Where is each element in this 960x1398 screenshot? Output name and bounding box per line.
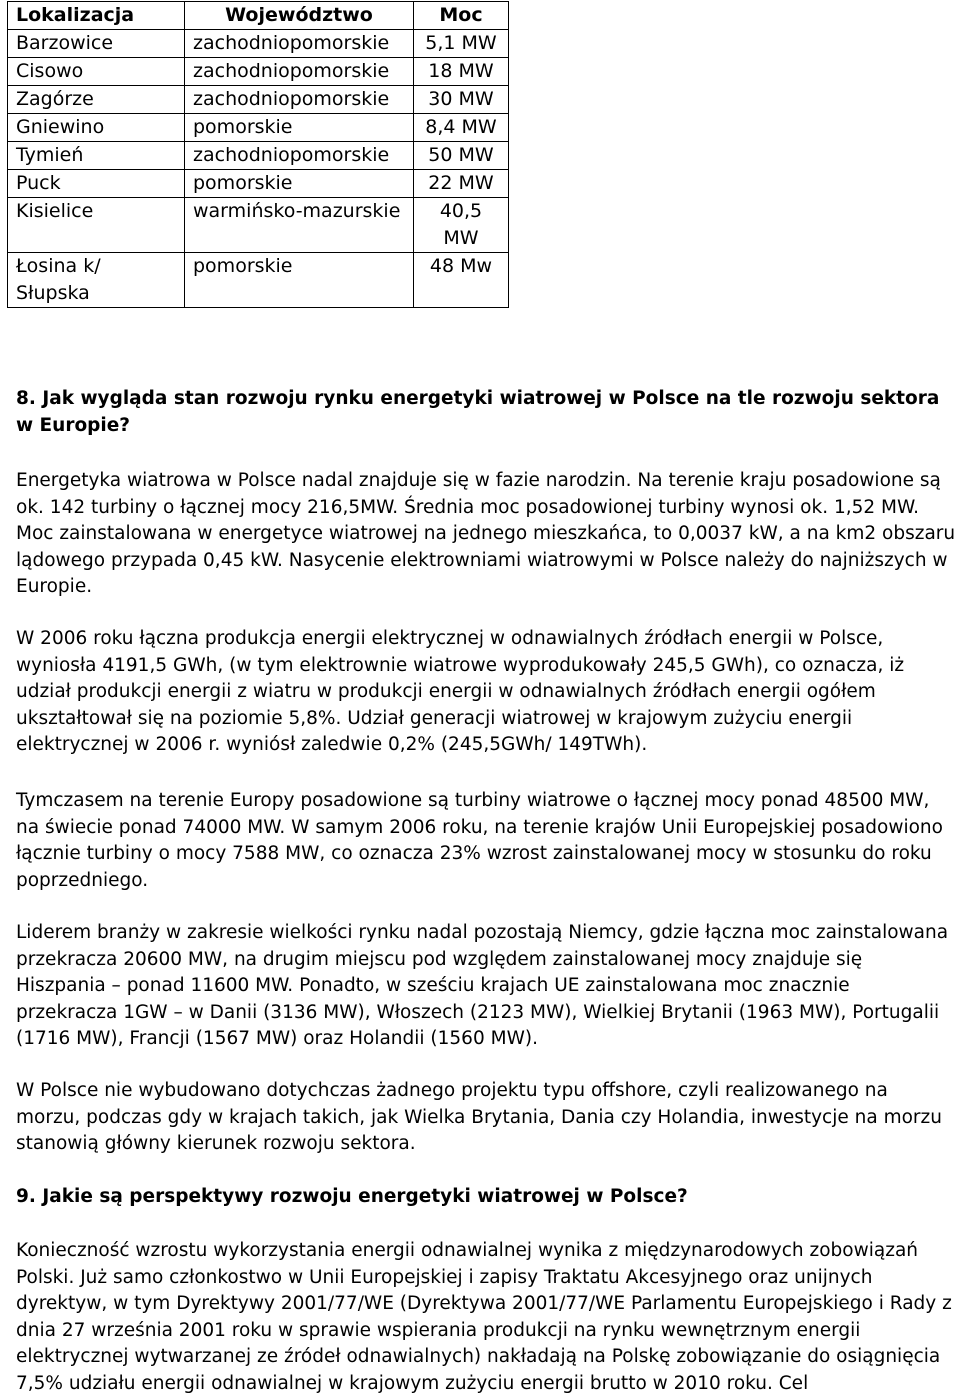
cell-power: 18 MW — [414, 58, 509, 86]
section-8 — [16, 385, 956, 439]
section-8-paragraph-2-wrap — [16, 626, 956, 759]
cell-location: Gniewino — [8, 114, 185, 142]
section-9 — [16, 1183, 956, 1210]
header-power: Moc — [414, 2, 509, 30]
cell-voivodeship: pomorskie — [185, 253, 414, 308]
section-8-paragraph-4: Liderem branży w zakresie wielkości rynku nadal pozostają Niemcy, gdzie łączna moc zainstalowana przekracza 20600 MW, na drugim miejscu pod względem zainstalowanej mocy znajduje się Hiszpania – ponad 11600 MW. Ponadto, w sześciu krajach UE zainstalowana moc znacznie przekracza 1GW – w Danii (3136 MW), Włoszech (2123 MW), Wielkiej Brytanii (1963 MW), Portugalii (1716 MW), Francji (1567 MW) oraz Holandii (1560 MW). — [16, 922, 949, 1050]
cell-voivodeship: pomorskie — [185, 170, 414, 198]
section-8-paragraph-1-wrap — [16, 468, 956, 601]
table-row — [8, 142, 509, 170]
header-location: Lokalizacja — [8, 2, 185, 30]
section-9-paragraph-wrap — [16, 1238, 956, 1398]
table-row — [8, 58, 509, 86]
cell-location: Zagórze — [8, 86, 185, 114]
section-8-paragraph-3: Tymczasem na terenie Europy posadowione są turbiny wiatrowe o łącznej mocy ponad 48500 MW, na świecie ponad 74000 MW. W samym 2006 roku, na terenie krajów Unii Europejskiej posadowiono łącznie turbiny o mocy 7588 MW, co oznacza 23% wzrost zainstalowanej mocy w stosunku do roku poprzedniego. — [16, 790, 943, 891]
cell-voivodeship: zachodniopomorskie — [185, 86, 414, 114]
table-header-row — [8, 2, 509, 30]
cell-power: 50 MW — [414, 142, 509, 170]
table-row — [8, 253, 509, 308]
cell-voivodeship: zachodniopomorskie — [185, 142, 414, 170]
cell-location: Tymień — [8, 142, 185, 170]
section-9-heading: 9. Jakie są perspektywy rozwoju energetyki wiatrowej w Polsce? — [16, 1186, 688, 1207]
section-8-paragraph-2: W 2006 roku łączna produkcja energii elektrycznej w odnawialnych źródłach energii w Polsce, wyniosła 4191,5 GWh, (w tym elektrownie wiatrowe wyprodukowały 245,5 GWh), co oznacza, iż udział produkcji energii z wiatru w produkcji energii w odnawialnych źródłach energii ogółem ukształtował się na poziomie 5,8%. Udział generacji wiatrowej w krajowym zużyciu energii elektrycznej w 2006 r. wyniósł zaledwie 0,2% (245,5GWh/ 149TWh). — [16, 628, 905, 756]
cell-power: 8,4 MW — [414, 114, 509, 142]
cell-voivodeship: zachodniopomorskie — [185, 58, 414, 86]
table-row — [8, 114, 509, 142]
table-row — [8, 170, 509, 198]
section-8-paragraph-4-wrap — [16, 920, 956, 1053]
cell-voivodeship: pomorskie — [185, 114, 414, 142]
cell-location: Puck — [8, 170, 185, 198]
section-8-paragraph-5: W Polsce nie wybudowano dotychczas żadnego projektu typu offshore, czyli realizowanego na morzu, podczas gdy w krajach takich, jak Wielka Brytania, Dania czy Holandia, inwestycje na morzu stanowią główny kierunek rozwoju sektora. — [16, 1080, 942, 1155]
cell-location: Łosina k/ Słupska — [8, 253, 185, 308]
cell-voivodeship: zachodniopomorskie — [185, 30, 414, 58]
cell-location: Cisowo — [8, 58, 185, 86]
cell-location: Kisielice — [8, 198, 185, 253]
section-9-paragraph: Konieczność wzrostu wykorzystania energii odnawialnej wynika z międzynarodowych zobowiązań Polski. Już samo członkostwo w Unii Europejskiej i zapisy Traktatu Akcesyjnego oraz unijnych dyrektyw, w tym Dyrektywy 2001/77/WE (Dyrektywa 2001/77/WE Parlamentu Europejskiego i Rady z dnia 27 września 2001 roku w sprawie wspierania produkcji na rynku wewnętrznym energii elektrycznej wytwarzanej ze źródeł odnawialnych) nakładają na Polskę zobowiązanie do osiągnięcia 7,5% udziału energii odnawialnej w krajowym zużyciu energii brutto w 2010 roku. Cel — [16, 1240, 952, 1394]
cell-power: 30 MW — [414, 86, 509, 114]
section-8-paragraph-5-wrap — [16, 1078, 956, 1158]
header-voivodeship: Województwo — [185, 2, 414, 30]
cell-power: 5,1 MW — [414, 30, 509, 58]
section-8-paragraph-3-wrap — [16, 788, 956, 894]
table-row — [8, 30, 509, 58]
cell-power: 22 MW — [414, 170, 509, 198]
wind-farms-table — [7, 1, 509, 308]
table-row — [8, 86, 509, 114]
cell-location: Barzowice — [8, 30, 185, 58]
cell-power: 40,5 MW — [414, 198, 509, 253]
cell-voivodeship: warmińsko-mazurskie — [185, 198, 414, 253]
cell-power: 48 Mw — [414, 253, 509, 308]
section-8-heading: 8. Jak wygląda stan rozwoju rynku energetyki wiatrowej w Polsce na tle rozwoju sektora w Europie? — [16, 388, 940, 436]
section-8-paragraph-1: Energetyka wiatrowa w Polsce nadal znajduje się w fazie narodzin. Na terenie kraju posadowione są ok. 142 turbiny o łącznej mocy 216,5MW. Średnia moc posadowionej turbiny wynosi ok. 1,52 MW. Moc zainstalowana w energetyce wiatrowej na jednego mieszkańca, to 0,0037 kW, a na km2 obszaru lądowego przypada 0,45 kW. Nasycenie elektrowniami wiatrowymi w Polsce należy do najniższych w Europie. — [16, 470, 956, 598]
table-row — [8, 198, 509, 253]
